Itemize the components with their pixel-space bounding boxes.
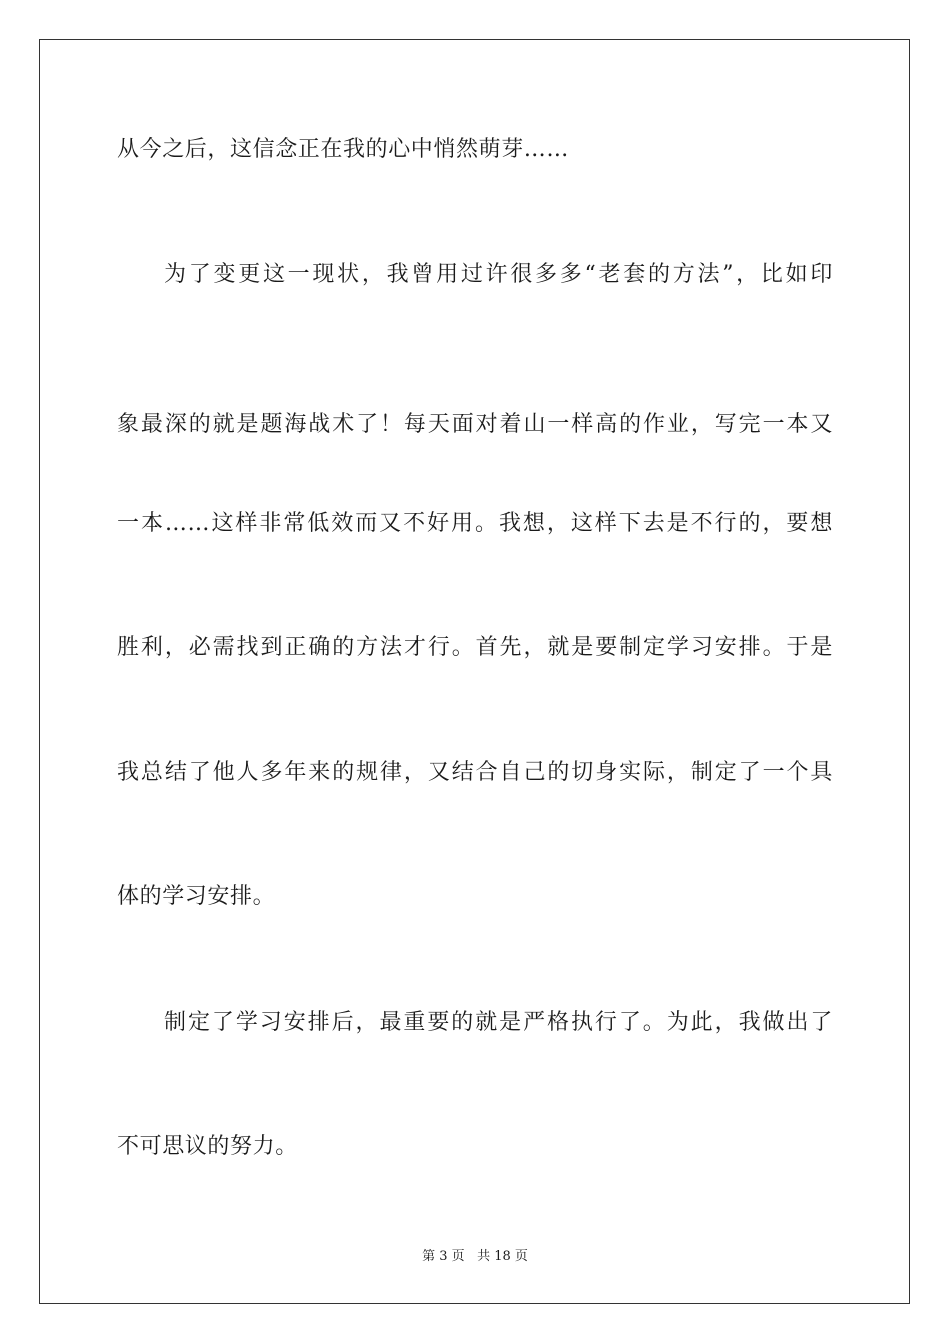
text-line: 体的学习安排。 [117, 884, 276, 909]
page-border [39, 39, 910, 1304]
paragraph-first-line: 制定了学习安排后，最重要的就是严格执行了。为此，我做出了 [164, 1010, 833, 1035]
page-total: 共 18 页 [477, 1249, 528, 1264]
page-footer [0, 1248, 950, 1266]
text-line: 不可思议的努力。 [117, 1134, 298, 1159]
text-line: 我总结了他人多年来的规律，又结合自己的切身实际，制定了一个具 [117, 760, 833, 785]
paragraph-first-line: 为了变更这一现状，我曾用过许很多多“老套的方法”，比如印 [164, 262, 833, 287]
text-line: 一本……这样非常低效而又不好用。我想，这样下去是不行的，要想 [117, 511, 833, 536]
text-line: 从今之后，这信念正在我的心中悄然萌芽…… [117, 137, 570, 162]
page-number: 第 3 页 [422, 1249, 465, 1264]
text-line: 胜利，必需找到正确的方法才行。首先，就是要制定学习安排。于是 [117, 635, 833, 660]
text-line: 象最深的就是题海战术了！每天面对着山一样高的作业，写完一本又 [117, 412, 833, 437]
